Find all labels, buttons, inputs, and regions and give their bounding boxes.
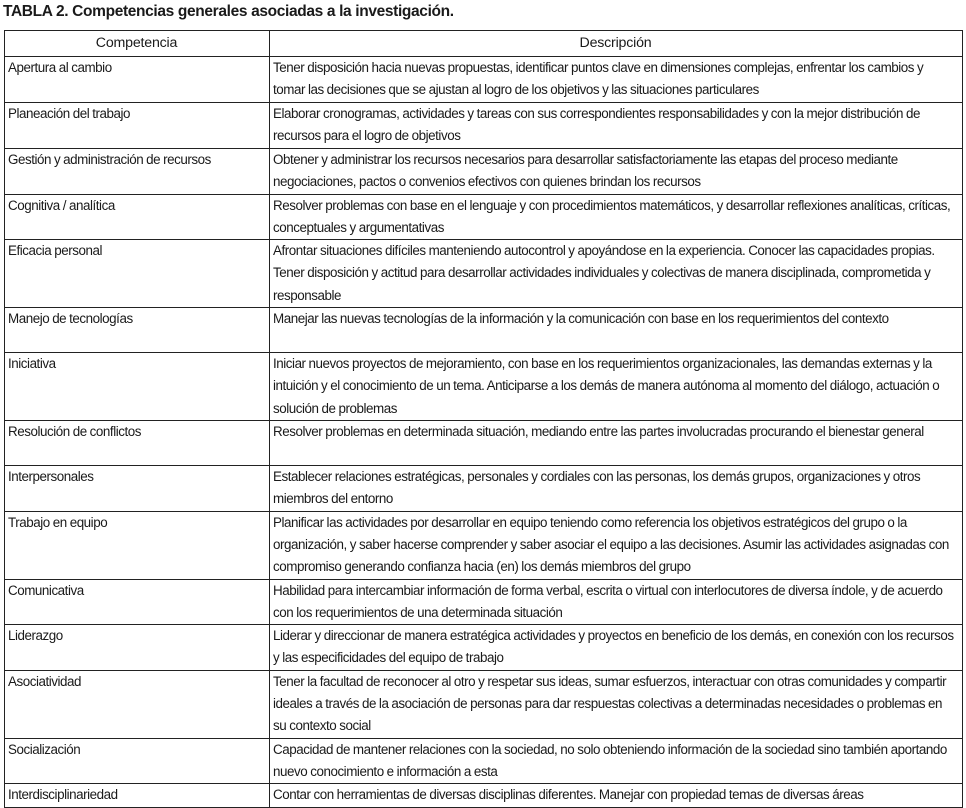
competencia-cell: Manejo de tecnologías <box>5 308 270 353</box>
competencia-cell: Gestión y administración de recursos <box>5 148 270 194</box>
table-row <box>5 148 963 194</box>
table-row <box>5 103 963 149</box>
competencia-cell: Eficacia personal <box>5 240 270 308</box>
table-row <box>5 738 963 784</box>
competencias-table <box>4 30 963 808</box>
descripcion-cell: Establecer relaciones estratégicas, personales y cordiales con las personas, los demás grupos, organizaciones y otros miembros del entorno <box>270 465 963 511</box>
table-row <box>5 511 963 579</box>
competencia-cell: Comunicativa <box>5 579 270 625</box>
table-header-row <box>5 31 963 57</box>
competencia-cell: Apertura al cambio <box>5 57 270 103</box>
header-descripcion: Descripción <box>270 31 963 57</box>
descripcion-cell: Tener disposición hacia nuevas propuestas, identificar puntos clave en dimensiones complejas, enfrentar los cambios y tomar las decisiones que se ajustan al logro de los objetivos y las situaciones particulares <box>270 57 963 103</box>
descripcion-cell: Manejar las nuevas tecnologías de la información y la comunicación con base en los requerimientos del contexto <box>270 308 963 353</box>
competencia-cell: Cognitiva / analítica <box>5 194 270 240</box>
table-row <box>5 194 963 240</box>
descripcion-cell: Resolver problemas con base en el lenguaje y con procedimientos matemáticos, y desarrollar reflexiones analíticas, críticas, conceptuales y argumentativas <box>270 194 963 240</box>
competencia-cell: Interdisciplinariedad <box>5 784 270 807</box>
descripcion-cell: Capacidad de mantener relaciones con la sociedad, no solo obteniendo información de la sociedad sino también aportando nuevo conocimiento e información a esta <box>270 738 963 784</box>
table-row <box>5 240 963 308</box>
descripcion-cell: Tener la facultad de reconocer al otro y respetar sus ideas, sumar esfuerzos, interactuar con otras comunidades y compartir ideales a través de la asociación de personas para dar respuestas colectivas a determinadas necesidades o problemas en su contexto social <box>270 670 963 738</box>
descripcion-cell: Contar con herramientas de diversas disciplinas diferentes. Manejar con propiedad temas de diversas áreas <box>270 784 963 807</box>
header-competencia: Competencia <box>5 31 270 57</box>
descripcion-cell: Elaborar cronogramas, actividades y tareas con sus correspondientes responsabilidades y con la mejor distribución de recursos para el logro de objetivos <box>270 103 963 149</box>
descripcion-cell: Afrontar situaciones difíciles manteniendo autocontrol y apoyándose en la experiencia. Conocer las capacidades propias. Tener disposición y actitud para desarrollar actividades individuales y colectivas de manera disciplinada, comprometida y responsable <box>270 240 963 308</box>
descripcion-cell: Obtener y administrar los recursos necesarios para desarrollar satisfactoriamente las etapas del proceso mediante negociaciones, pactos o convenios efectivos con quienes brindan los recursos <box>270 148 963 194</box>
competencia-cell: Resolución de conflictos <box>5 420 270 465</box>
competencia-cell: Socialización <box>5 738 270 784</box>
table-row <box>5 670 963 738</box>
descripcion-cell: Iniciar nuevos proyectos de mejoramiento, con base en los requerimientos organizacionales, las demandas externas y la intuición y el conocimiento de un tema. Anticiparse a los demás de manera autónoma al momento del diálogo, actuación o solución de problemas <box>270 353 963 421</box>
table-row <box>5 579 963 625</box>
table-row <box>5 625 963 671</box>
competencia-cell: Liderazgo <box>5 625 270 671</box>
descripcion-cell: Liderar y direccionar de manera estratégica actividades y proyectos en beneficio de los demás, en conexión con los recursos y las especificidades del equipo de trabajo <box>270 625 963 671</box>
table-row <box>5 57 963 103</box>
table-caption: TABLA 2. Competencias generales asociadas a la investigación. <box>3 3 454 20</box>
competencia-cell: Trabajo en equipo <box>5 511 270 579</box>
competencia-cell: Asociatividad <box>5 670 270 738</box>
competencia-cell: Interpersonales <box>5 465 270 511</box>
table-row <box>5 420 963 465</box>
table-row <box>5 308 963 353</box>
competencia-cell: Iniciativa <box>5 353 270 421</box>
descripcion-cell: Resolver problemas en determinada situación, mediando entre las partes involucradas procurando el bienestar general <box>270 420 963 465</box>
table-row <box>5 784 963 807</box>
descripcion-cell: Habilidad para intercambiar información de forma verbal, escrita o virtual con interlocutores de diversa índole, y de acuerdo con los requerimientos de una determinada situación <box>270 579 963 625</box>
table-row <box>5 465 963 511</box>
table-row <box>5 353 963 421</box>
competencia-cell: Planeación del trabajo <box>5 103 270 149</box>
descripcion-cell: Planificar las actividades por desarrollar en equipo teniendo como referencia los objetivos estratégicos del grupo o la organización, y saber hacerse comprender y saber asociar el equipo a las decisiones. Asumir las actividades asignadas con compromiso generando confianza hacia (en) los demás miembros del grupo <box>270 511 963 579</box>
